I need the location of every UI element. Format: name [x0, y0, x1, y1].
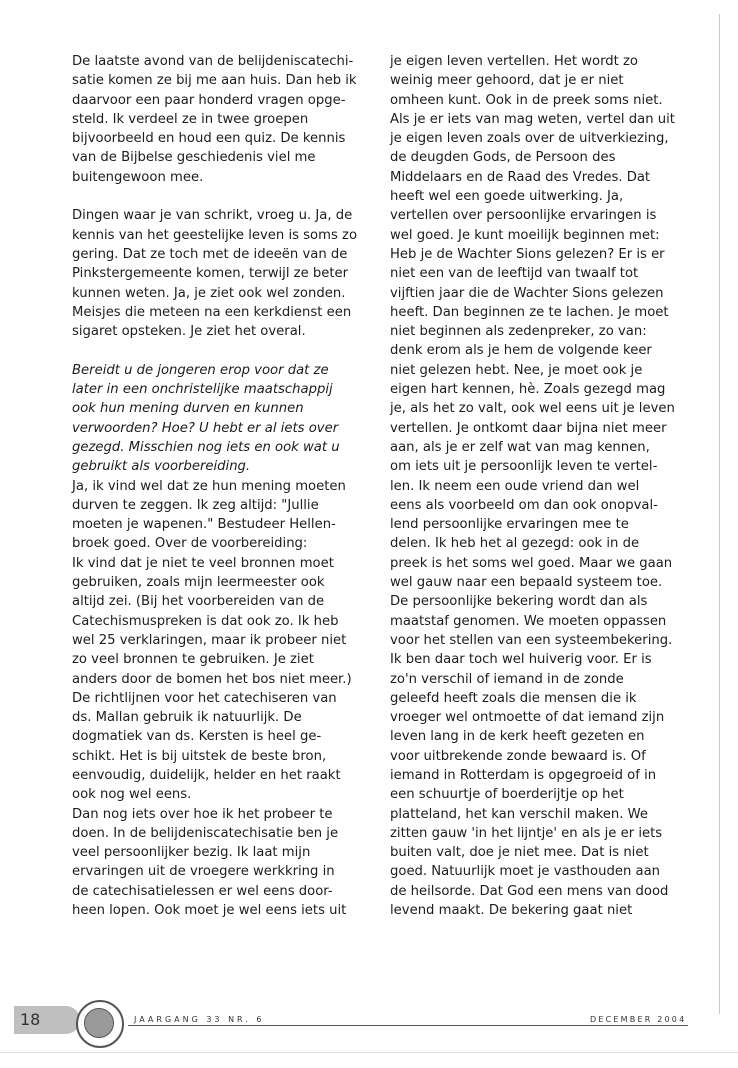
page-number: 18 — [20, 1010, 41, 1029]
paragraph-2: Dingen waar je van schrikt, vroeg u. Ja, de kennis van het geestelijke leven is soms zo gering. Dat ze toch met de ideeën van de Pinkstergemeente komen, terwijl ze beter kunnen weten. Ja, je ziet ook wel zonden. Meisjes die meteen na een kerkdienst een sigaret opsteken. Je ziet het overal. — [72, 208, 358, 340]
page-bottom-rule — [0, 1052, 738, 1053]
left-column — [72, 52, 394, 920]
paragraph-1: De laatste avond van de belijdeniscatechi- satie komen ze bij me aan huis. Dan heb ik daarvoor een paar honderd vragen opge- steld. Ik verdeel ze in twee groepen bijvoorbeeld en houd een quiz. De kennis van de Bijbelse geschiedenis viel me buitengewoon mee. — [72, 54, 357, 185]
journal-volume: JAARGANG 33 NR. 6 — [134, 1015, 265, 1024]
footer-rule — [128, 1025, 688, 1026]
right-column-text: je eigen leven vertellen. Het wordt zo weinig meer gehoord, dat je er niet omheen kunt. Ook in de preek soms niet. Als je er iets van mag weten, vertel dan uit je eigen leven zoals over de uitverkiezing, de deugden Gods, de Persoon des Middelaars en de Raad des Vredes. Dat heeft wel een goede uitwerking. Ja, vertellen over persoonlijke ervaringen is wel goed. Je kunt moeilijk beginnen met: Heb je de Wachter Sions gelezen? Er is er niet een van de leeftijd van twaalf tot vijftien jaar die de Wachter Sions gelezen heeft. Dan beginnen ze te lachen. Je moet niet beginnen als zedenpreker, zo van: denk erom als je hem de volgende keer niet gelezen hebt. Nee, je moet ook je eigen hart kennen, hè. Zoals gezegd mag je, als het zo valt, ook wel eens uit je leven vertellen. Je ontkomt daar bijna niet meer aan, als je er zelf wat van mag kennen, om iets uit je persoonlijk leven te vertel- len. Ik neem een oude vriend dan wel eens als voorbeeld om dan ook onopval- lend persoonlijke ervaringen mee te delen. Ik heb het al gezegd: ook in de preek is het soms wel goed. Maar we gaan wel gauw naar een bepaald systeem toe. De persoonlijke bekering wordt dan als maatstaf genomen. We moeten oppassen voor het stellen van een systeembekering. Ik ben daar toch wel huiverig voor. Er is zo'n verschil of iemand in de zonde geleefd heeft zoals die mensen die ik vroeger wel ontmoette of dat iemand zijn leven lang in de kerk heeft gezeten en voor uitbrekende zonde bewaard is. Of iemand in Rotterdam is opgegroeid of in een schuurtje of boerderijtje op het platteland, het kan verschil maken. We zitten gauw 'in het lijntje' en als je er iets buiten valt, doe je niet mee. Dat is niet goed. Natuurlijk moet je vasthouden aan de heilsorde. Dat God een mens van dood levend maakt. De bekering gaat niet — [390, 54, 675, 919]
emblem-seal-icon — [84, 1008, 114, 1038]
paragraph-answer: Ja, ik vind wel dat ze hun mening moeten durven te zeggen. Ik zeg altijd: "Jullie moeten je wapenen." Bestudeer Hellen- broek goed. Over de voorbereiding: Ik vind dat je niet te veel bronnen moet gebruiken, zoals mijn leermeester ook altijd zei. (Bij het voorbereiden van de Catechismuspreken is dat ook zo. Ik heb wel 25 verklaringen, maar ik probeer niet zo veel bronnen te gebruiken. Je ziet anders door de bomen het bos niet meer.) De richtlijnen voor het catechiseren van ds. Mallan gebruik ik natuurlijk. De dogmatiek van ds. Kersten is heel ge- schikt. Het is bij uitstek de beste bron, eenvoudig, duidelijk, helder en het raakt ook nog wel eens. Dan nog iets over hoe ik het probeer te doen. In de belijdeniscatechisatie ben je veel persoonlijker bezig. Ik laat mijn ervaringen uit de vroegere werkkring in de catechisatielessen er wel eens door- heen lopen. Ook moet je wel eens iets uit — [72, 478, 352, 919]
page-footer — [0, 1000, 738, 1044]
issue-date: DECEMBER 2004 — [590, 1015, 687, 1024]
right-column — [390, 52, 712, 920]
page-edge-rule — [719, 14, 720, 1014]
interview-question: Bereidt u de jongeren erop voor dat ze later in een onchristelijke maatschappij ook hun mening durven en kunnen verwoorden? Hoe? U hebt er al iets over gezegd. Misschien nog iets en ook wat u gebruikt als voorbereiding. — [72, 362, 340, 475]
journal-emblem-icon — [76, 1000, 124, 1048]
